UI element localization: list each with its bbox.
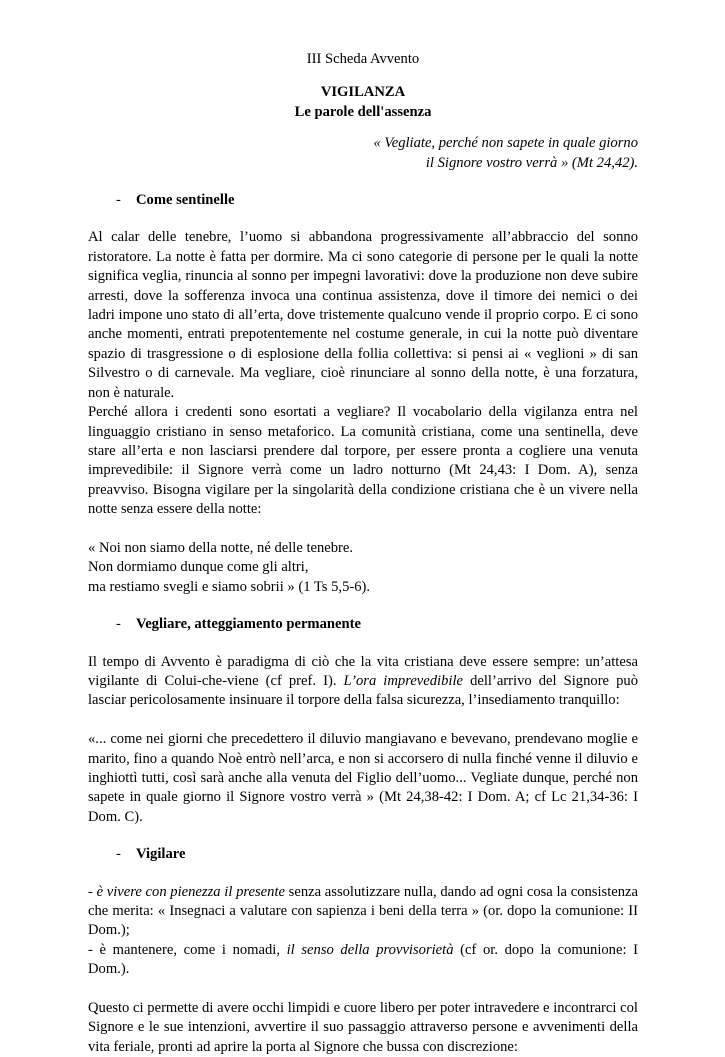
heading-text: Vegliare, atteggiamento permanente: [136, 616, 361, 633]
emphasis: il senso della provvisorietà: [286, 941, 454, 958]
text-run: - è mantenere, come i nomadi,: [88, 941, 287, 958]
epigraph: [88, 134, 638, 173]
spacer: [88, 520, 638, 539]
heading-text: Vigilare: [136, 846, 186, 863]
emphasis: è vivere con pienezza il presente: [96, 883, 285, 900]
text-run: senza assolutizzare nulla, dando ad ogni cosa la consistenza che merita: « Insegnaci a valutare con sapienza i beni della terra » (or. dopo la comunione: II Dom.);: [88, 883, 638, 939]
heading-dash: -: [116, 192, 121, 209]
paragraph: [88, 653, 638, 711]
epigraph-line-1: « Vegliate, perché non sapete in quale giorno: [373, 135, 638, 152]
heading-dash: -: [116, 846, 121, 863]
section-heading-come-sentinelle: [88, 191, 638, 210]
heading-dash: -: [116, 616, 121, 633]
spacer: [88, 980, 638, 999]
text-run: (cf or. dopo la comunione: I Dom.).: [88, 941, 638, 978]
paragraph: Questo ci permette di avere occhi limpidi e cuore libero per poter intravedere e incontrarci col Signore e le sue intenzioni, avvertire il suo passaggio attraverso persone e avvenimenti della vita feriale, pronti ad aprire la porta al Signore che bussa con discrezione:: [88, 1000, 638, 1055]
paragraph: «... come nei giorni che precedettero il diluvio mangiavano e bevevano, prendevano moglie e marito, fino a quando Noè entrò nell’arca, e non si accorsero di nulla finché venne il diluvio e inghiottì tutti, così sarà anche alla venuta del Figlio dell’uomo... Vegliate dunque, perché non sapete in quale giorno il Signore vostro verrà » (Mt 24,38-42: I Dom. A; cf Lc 21,34-36: I Dom. C).: [88, 731, 638, 825]
main-title: VIGILANZA: [320, 84, 406, 101]
paragraph: Al calar delle tenebre, l’uomo si abbandona progressivamente all’abbraccio del sonno ristoratore. La notte è fatta per dormire. Ma ci sono categorie di persone per le quali la notte significa veglia, rinuncia al sonno per impegni lavorativi: dove la produzione non deve subire arresti, dove la sofferenza invoca una continua assistenza, dove il timore dei nemici o dei ladri impone uno stato di all’erta, dove tristemente qualcuno vende il proprio corpo. E ci sono anche momenti, entrati prepotentemente nel costume generale, in cui la notte può diventare spazio di trasgressione o di esplosione della follia collettiva: si pensi ai « veglioni » di san Silvestro o di carnevale. Ma vegliare, cioè rinunciare al sonno della notte, è una forzatura, non è naturale.: [88, 229, 638, 401]
quote-line: « Noi non siamo della notte, né delle tenebre.: [88, 539, 354, 556]
series-title: III Scheda Avvento: [306, 51, 420, 67]
quote-line: Non dormiamo dunque come gli altri,: [88, 559, 309, 576]
epigraph-line-2: il Signore vostro verrà » (Mt 24,42).: [425, 154, 638, 171]
list-item: [88, 941, 638, 980]
heading-text: Come sentinelle: [136, 192, 235, 209]
document-page: [88, 50, 638, 1057]
list-item: [88, 883, 638, 941]
section-heading-vegliare: [88, 615, 638, 634]
section-heading-vigilare: [88, 845, 638, 864]
subtitle: Le parole dell'assenza: [294, 103, 432, 120]
quote-line: ma restiamo svegli e siamo sobrii » (1 Ts 5,5-6).: [88, 578, 371, 595]
text-run: -: [88, 883, 97, 900]
text-run: dell’arrivo del Signore può lasciar pericolosamente insinuare il torpore della falsa sicurezza, l’insediamento tranquillo:: [88, 672, 638, 709]
text-run: Il tempo di Avvento è paradigma di ciò che la vita cristiana deve essere sempre: un’attesa vigilante di Colui-che-viene (cf pref. I).: [88, 653, 638, 689]
title-block: [88, 83, 638, 122]
emphasis: L’ora imprevedibile: [343, 672, 464, 689]
paragraph: Perché allora i credenti sono esortati a vegliare? Il vocabolario della vigilanza entra nel linguaggio cristiano in senso metaforico. La comunità cristiana, come una sentinella, deve stare all’erta e non lasciarsi prendere dal torpore, per essere pronta a cogliere una venuta imprevedibile: il Signore verrà come un ladro notturno (Mt 24,43: I Dom. A), senza preavviso. Bisogna vigilare per la singolarità della condizione cristiana che è un vivere nella notte senza essere della notte:: [88, 404, 638, 518]
spacer: [88, 711, 638, 730]
quote-block: [88, 539, 638, 597]
